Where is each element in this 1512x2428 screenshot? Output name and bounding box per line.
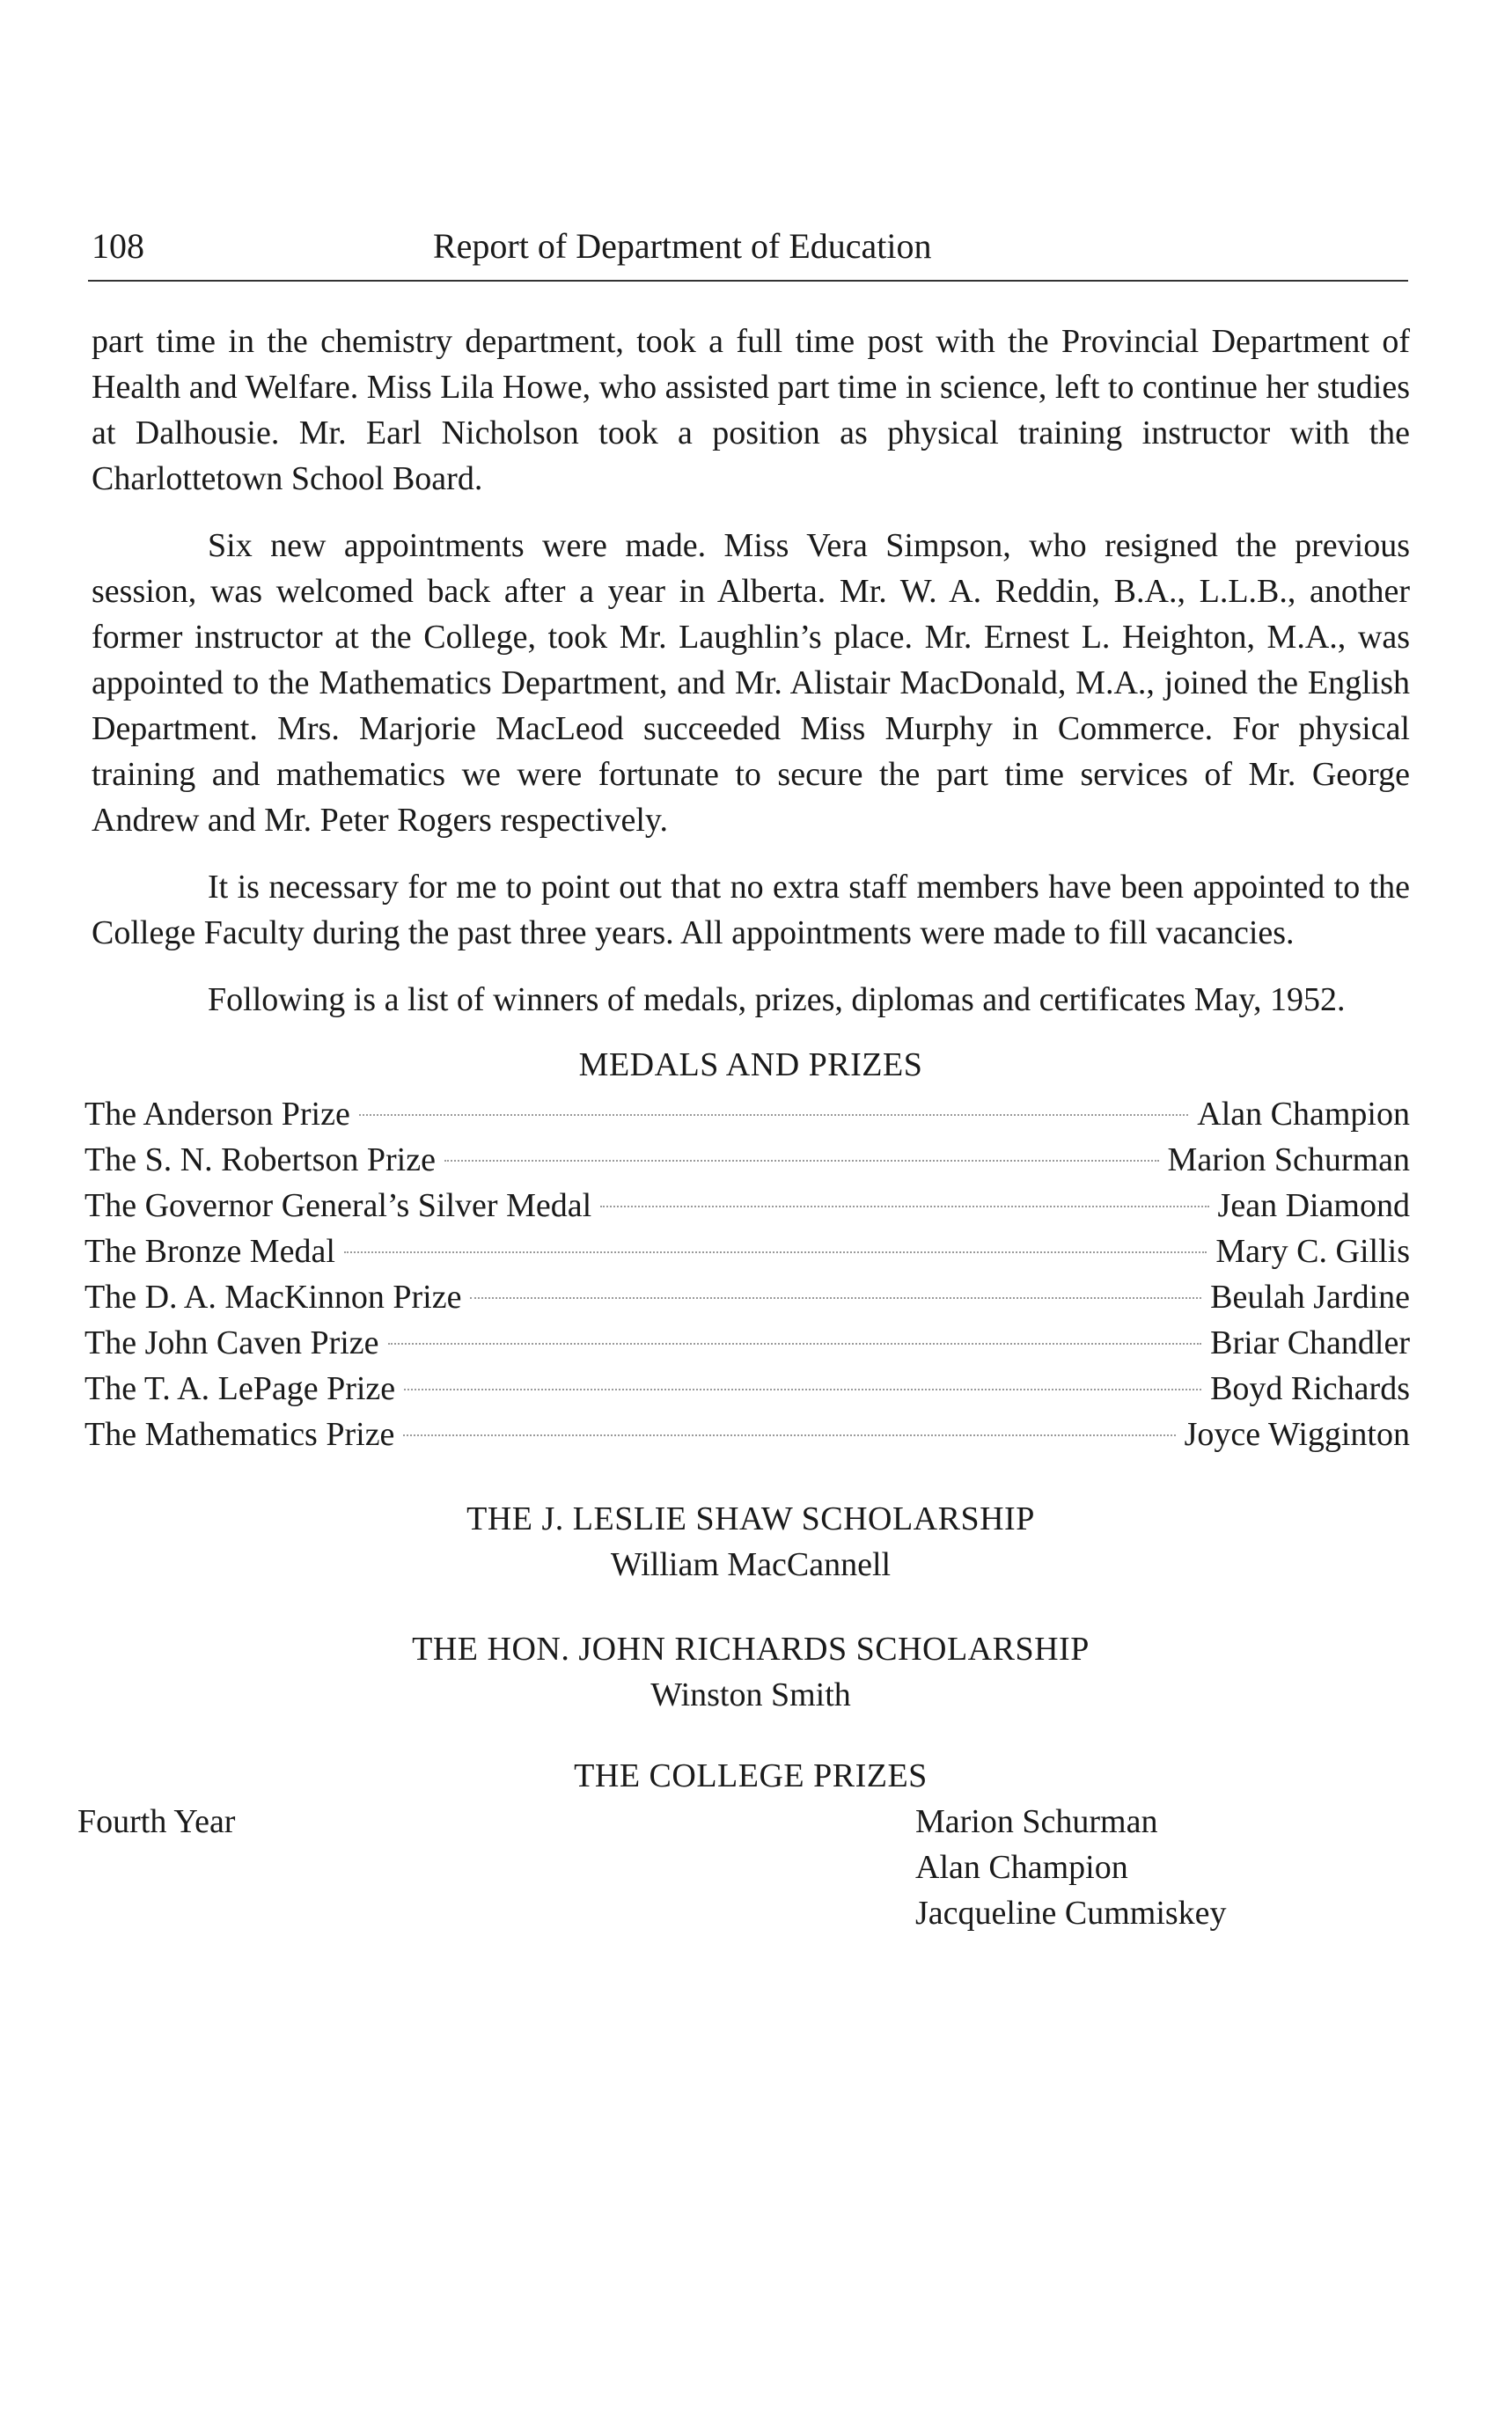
prize-row	[84, 1274, 1410, 1320]
college-prizes-heading: THE COLLEGE PRIZES	[574, 1757, 928, 1794]
leader-dots	[344, 1251, 1207, 1253]
paragraph-winners-intro: Following is a list of winners of medals, prizes, diplomas and certificates May, 1952.	[208, 981, 1346, 1018]
paragraph-staff-departures: part time in the chemistry department, took a full time post with the Provincial Department of Health and Welfare. Miss Lila Howe, who assisted part time in science, left to continue her studies at Dalhousie. Mr. Earl Nicholson took a position as physical training instructor with the Charlottetown School Board.	[92, 323, 1410, 497]
page-header	[88, 220, 1410, 273]
leader-dots	[403, 1434, 1175, 1436]
running-title: Report of Department of Education	[433, 226, 932, 266]
leader-dots	[444, 1160, 1159, 1162]
paragraph-staff-note: It is necessary for me to point out that no extra staff members have been appointed to the College Faculty during the past three years. All appointments were made to fill vacancies.	[92, 869, 1410, 951]
prize-row	[84, 1183, 1410, 1229]
medals-list	[84, 1091, 1410, 1457]
year-winner-list	[915, 1799, 1227, 1936]
college-prizes-fourth-year	[77, 1799, 1410, 1940]
leader-dots	[470, 1297, 1201, 1299]
prize-winner: Joyce Wigginton	[1184, 1416, 1410, 1453]
leader-dots	[388, 1343, 1202, 1345]
prize-winner: Beulah Jardine	[1210, 1279, 1410, 1316]
page-body	[77, 319, 1410, 1940]
prize-name: The T. A. LePage Prize	[84, 1370, 396, 1407]
header-rule	[88, 280, 1408, 282]
prize-row	[84, 1412, 1410, 1457]
leader-dots	[600, 1206, 1208, 1207]
leader-dots	[404, 1389, 1201, 1390]
year-label: Fourth Year	[77, 1803, 236, 1840]
prize-winner: Marion Schurman	[1167, 1141, 1410, 1178]
prize-row	[84, 1229, 1410, 1274]
richards-scholarship-heading: THE HON. JOHN RICHARDS SCHOLARSHIP	[412, 1631, 1090, 1668]
prize-name: The Governor General’s Silver Medal	[84, 1187, 592, 1224]
year-winner: Jacqueline Cummiskey	[915, 1895, 1227, 1932]
prize-name: The Bronze Medal	[84, 1233, 335, 1270]
prize-row	[84, 1366, 1410, 1412]
prize-winner: Mary C. Gillis	[1215, 1233, 1410, 1270]
prize-winner: Briar Chandler	[1210, 1324, 1410, 1361]
prize-name: The John Caven Prize	[84, 1324, 379, 1361]
prize-row	[84, 1091, 1410, 1137]
shaw-scholarship-winner: William MacCannell	[610, 1546, 892, 1583]
prize-row	[84, 1137, 1410, 1183]
prize-name: The Mathematics Prize	[84, 1416, 395, 1453]
medals-heading: MEDALS AND PRIZES	[578, 1046, 923, 1083]
prize-name: The Anderson Prize	[84, 1096, 350, 1133]
shaw-scholarship-heading: THE J. LESLIE SHAW SCHOLARSHIP	[466, 1500, 1035, 1537]
paragraph-new-appointments: Six new appointments were made. Miss Vera Simpson, who resigned the previous session, was welcomed back after a year in Alberta. Mr. W. A. Reddin, B.A., L.L.B., another former instructor at the College, took Mr. Laughlin’s place. Mr. Ernest L. Heighton, M.A., was appointed to the Mathematics Department, and Mr. Alistair MacDonald, M.A., joined the English Department. Mrs. Marjorie MacLeod succeeded Miss Murphy in Commerce. For physical training and mathematics we were fortunate to secure the part time services of Mr. George Andrew and Mr. Peter Rogers respectively.	[92, 527, 1410, 839]
leader-dots	[359, 1114, 1188, 1116]
prize-winner: Alan Champion	[1197, 1096, 1410, 1133]
prize-row	[84, 1320, 1410, 1366]
prize-name: The S. N. Robertson Prize	[84, 1141, 436, 1178]
year-winner: Alan Champion	[915, 1849, 1128, 1886]
prize-winner: Boyd Richards	[1210, 1370, 1410, 1407]
richards-scholarship-winner: Winston Smith	[650, 1676, 851, 1713]
page-number: 108	[92, 226, 144, 266]
year-winner: Marion Schurman	[915, 1803, 1158, 1840]
prize-winner: Jean Diamond	[1217, 1187, 1410, 1224]
prize-name: The D. A. MacKinnon Prize	[84, 1279, 462, 1316]
